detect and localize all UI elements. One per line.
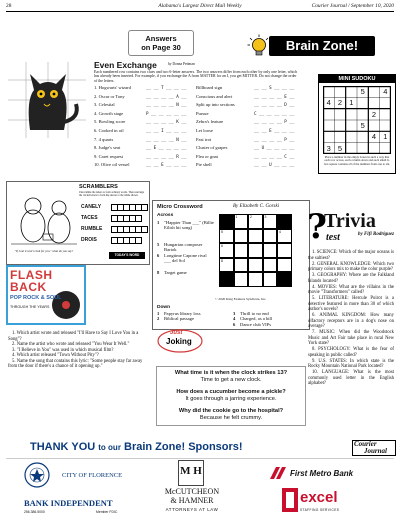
exchange-answer-right[interactable]: __ __ __ __ E __ xyxy=(254,93,295,99)
crossword-black-cell xyxy=(219,214,234,229)
crossword-cell[interactable] xyxy=(263,258,278,273)
crossword-cell[interactable]: 4 xyxy=(277,229,292,244)
exchange-clue-left: 8. Judge's seat xyxy=(94,145,121,151)
joke-question: How does a cucumber become a pickle? xyxy=(176,389,286,395)
sudoku-instructions: Place a number in the empty boxes in such a way that each row across, each column down and each small 6-box square contains all of the numbers from one to six. xyxy=(323,155,391,166)
crossword-cell[interactable] xyxy=(263,229,278,244)
exchange-clue-right: Cluster of grapes xyxy=(196,145,228,151)
clue-text: Target game xyxy=(164,269,187,275)
clue-text: Charged, as a bill xyxy=(240,316,273,322)
trivia-question: 1. SCIENCE: Which of the major oceans is the saltiest? xyxy=(308,250,394,261)
trivia-question: 10. LANGUAGE: What is the most commonly used letter in the English alphabet? xyxy=(308,370,394,386)
crossword-byline: By Elizabeth C. Gorski xyxy=(233,204,280,209)
clue-number: 3 xyxy=(233,311,236,316)
exchange-answer-left[interactable]: P __ __ __ __ __ xyxy=(146,110,187,116)
exchange-answer-right[interactable]: __ __ __ __ P __ xyxy=(254,136,295,142)
exchange-clue-right: Pursue xyxy=(196,110,209,116)
courier-text: Courier xyxy=(354,440,377,448)
answers-label: Answers xyxy=(145,34,177,43)
sudoku-cell[interactable]: 2 xyxy=(337,98,343,108)
clue-number: 2 xyxy=(157,316,160,322)
trivia-question: 8. PSYCHOLOGY: What is the fear of speaking in public called? xyxy=(308,347,394,358)
exchange-answer-right[interactable]: C __ __ __ __ __ xyxy=(254,110,295,116)
clue-number: 4 xyxy=(233,316,236,322)
trivia-question: 3. GEOGRAPHY: Where are the Falkland Islands located? xyxy=(308,273,394,284)
to-our-text: to our xyxy=(98,443,121,452)
joke-answer: It goes through a jarring experience. xyxy=(185,396,277,402)
mini-sudoku xyxy=(318,74,396,174)
answer-letter-box[interactable] xyxy=(141,226,148,233)
crossword-cell[interactable] xyxy=(234,258,249,273)
across-label: Across xyxy=(157,213,174,218)
exchange-answer-left[interactable]: __ __ __ __ R __ xyxy=(146,153,187,159)
flashback-question: 3. "I Believe in You" was used in which musical film? xyxy=(12,347,114,353)
courier-journal-logo xyxy=(352,440,396,456)
crossword-cell[interactable]: 1 xyxy=(234,214,249,229)
trivia-subtitle: test xyxy=(326,232,340,243)
down-label: Down xyxy=(157,305,171,310)
exchange-clue-left: 7. 4 quarts xyxy=(94,136,114,142)
joke-answer: Time to get a new clock. xyxy=(200,377,262,383)
header-rule xyxy=(6,11,394,12)
crossword-cell[interactable] xyxy=(263,243,278,258)
city-seal-icon xyxy=(24,462,50,488)
exchange-clue-right: Let loose xyxy=(196,128,213,133)
exchange-clue-left: 4. Growth stage xyxy=(94,110,124,116)
sponsors-text: Sponsors! xyxy=(188,441,243,453)
crossword-cell[interactable] xyxy=(234,229,249,244)
scramblers-puzzle xyxy=(6,181,150,265)
clue-text: Thrill to no end xyxy=(240,311,269,316)
exchange-answer-right[interactable]: __ __ U __ __ __ xyxy=(254,162,295,168)
exchange-clue-left: 2. Oscar or Tony xyxy=(94,93,125,99)
exchange-answer-left[interactable]: __ __ I __ __ __ xyxy=(146,128,187,133)
sudoku-cell[interactable]: 3 xyxy=(326,143,331,153)
sudoku-cell[interactable]: 5 xyxy=(360,87,365,96)
even-exchange-title: Even Exchange xyxy=(94,60,157,70)
clue-text: Biblical passage xyxy=(164,316,194,322)
sudoku-cell[interactable]: 4 xyxy=(326,98,331,108)
crossword-cell[interactable]: 3 xyxy=(263,214,278,229)
crossword-black-cell xyxy=(277,272,292,287)
sudoku-cell[interactable]: 4 xyxy=(383,87,388,96)
excel-name: excel xyxy=(300,489,338,506)
crossword-black-cell xyxy=(219,272,234,287)
city-of-florence-name: CITY OF FLORENCE xyxy=(62,472,123,479)
excel-logo-icon xyxy=(282,488,298,512)
flashback-quiz xyxy=(6,263,148,431)
exchange-answer-right[interactable]: __ __ __ __ P __ xyxy=(254,119,295,125)
sudoku-cell[interactable]: 4 xyxy=(371,132,377,142)
first-metro-logo-icon xyxy=(268,465,288,481)
page-number: 28 xyxy=(6,3,12,9)
trivia-question: 7. MUSIC: When did the Woodstock Music and Art Fair take place in rural New York state? xyxy=(308,330,394,346)
trivia-questions xyxy=(308,250,394,387)
micro-crossword xyxy=(152,200,310,330)
sudoku-cell[interactable]: 1 xyxy=(349,98,354,108)
answers-page: on Page 30 xyxy=(141,43,181,52)
answer-letter-box[interactable] xyxy=(135,237,142,244)
excel-subtitle: STAFFING SERVICES xyxy=(300,508,340,512)
scrambled-word: DROIS xyxy=(81,237,97,243)
exchange-answer-right[interactable]: __ __ E __ __ __ xyxy=(254,128,295,133)
exchange-clue-left: 3. Celestial xyxy=(94,102,115,108)
brain-zone-title: Brain Zone! xyxy=(269,36,375,56)
scramblers-cartoon-icon xyxy=(11,186,77,248)
trivia-test xyxy=(306,206,396,430)
publication-tagline: Alabama's Largest Direct Mail Weekly xyxy=(158,3,242,9)
flashback-logo xyxy=(6,265,86,325)
law-firm-name-line2: & HAMNER xyxy=(170,495,214,505)
trivia-byline: by Fifi Rodriguez xyxy=(358,232,395,237)
svg-text:?: ? xyxy=(307,208,327,244)
trivia-question: 4. MOVIES: What are the villains in the movie "Transformers" called? xyxy=(308,284,394,295)
trivia-question: 6. ANIMAL KINGDOM: How many olfactory receptors are in a dog's nose on average? xyxy=(308,313,394,329)
sudoku-cell[interactable]: 5 xyxy=(337,143,343,153)
exchange-answer-left[interactable]: __ __ T __ __ __ xyxy=(146,85,187,90)
scrambled-word: CANELY xyxy=(81,204,102,210)
flashback-question: 5. Name the song that contains this lyric: "Some people stay far away from the door if there's a chance of it opening up." xyxy=(8,358,143,369)
thank-you-text: THANK YOU xyxy=(30,441,96,453)
exchange-clue-left: 1. Hogwarts' wizard xyxy=(94,85,131,90)
flashback-tagline: THROUGH THE YEARS xyxy=(10,305,50,309)
even-exchange-puzzle xyxy=(6,60,302,172)
journal-text: Journal xyxy=(364,447,387,455)
flashback-question: 1. Which artist wrote and released "I'll Have to Say I Love You in a Song"? xyxy=(8,331,139,342)
bank-phone: 256.386.5000 xyxy=(24,510,45,514)
clue-number: 5 xyxy=(157,241,160,247)
just-joking-logo xyxy=(156,328,204,354)
exchange-clue-left: 9. Caret request xyxy=(94,153,123,159)
joke-question: Why did the cookie go to the hospital? xyxy=(178,408,284,414)
exchange-clue-left: 5. Bowling score xyxy=(94,119,126,125)
law-firm-name-line1: McCUTCHEON xyxy=(164,487,220,496)
trivia-question: 5. LITERATURE: Hercule Poirot is a detective featured in more than 30 of which author's novels? xyxy=(308,296,394,312)
joke-answer: Because he felt crummy. xyxy=(199,415,263,421)
even-exchange-byline: by Donna Pettman xyxy=(168,62,195,66)
exchange-clue-right: Split up into sections xyxy=(196,102,235,108)
sponsors-banner xyxy=(30,441,330,455)
crossword-cell[interactable] xyxy=(248,229,263,244)
scrambled-word: TACES xyxy=(81,215,98,221)
answer-letter-box[interactable] xyxy=(141,204,148,211)
crossword-cell[interactable] xyxy=(248,258,263,273)
just-joking xyxy=(152,328,308,428)
scramblers-instructions: Unscramble the letters to form ordinary words. Then rearrange the circled letters to form the answer to the riddle shown. xyxy=(79,191,145,197)
exchange-clue-right: Pie shell xyxy=(196,162,212,168)
crossword-cell[interactable] xyxy=(263,272,278,287)
crossword-cell[interactable] xyxy=(248,243,263,258)
exchange-answer-left[interactable]: __ __ __ __ N __ xyxy=(146,102,187,108)
todays-word-label: TODAY'S WORD xyxy=(109,252,145,259)
clue-text: Longtime Capone rival ___ del Sol xyxy=(164,253,207,264)
lightbulb-icon xyxy=(247,34,271,58)
exchange-answer-right[interactable]: __ __ __ __ D __ xyxy=(254,102,295,108)
crossword-cell[interactable]: 5 xyxy=(219,229,234,244)
flashback-question: 2. Name the artist who wrote and released "You Wear It Well." xyxy=(12,342,130,347)
joke-question: What time is it when the clock strikes 13? xyxy=(174,370,288,376)
sudoku-cell[interactable]: 2 xyxy=(371,109,377,119)
exchange-answer-left[interactable]: __ __ E __ __ __ xyxy=(146,162,187,168)
exchange-answer-left[interactable]: __ __ __ __ N __ xyxy=(146,136,187,142)
sponsor-divider xyxy=(6,458,394,459)
bank-member-fdic: Member FDIC xyxy=(96,510,118,514)
exchange-clue-right: Billboard sign xyxy=(196,85,223,90)
clue-text: "Happier Than ___" (Billie Eilish hit song) xyxy=(164,220,214,231)
answer-letter-box[interactable] xyxy=(135,215,142,222)
exchange-clue-right: Fast trot xyxy=(196,136,212,142)
crossword-title: Micro Crossword xyxy=(157,204,203,210)
mh-monogram: M H xyxy=(180,465,202,477)
clue-text: Papyrus library loss xyxy=(164,311,201,316)
brain-zone-text: Brain Zone! xyxy=(124,441,186,453)
first-metro-bank-name: First Metro Bank xyxy=(290,469,354,478)
edition-date: Courier Journal / September 10, 2020 xyxy=(311,3,394,9)
clue-number: 6 xyxy=(157,253,160,259)
exchange-answer-right[interactable]: __ __ __ __ C __ xyxy=(254,153,295,159)
just-joking-logo-line2: Joking xyxy=(166,337,192,346)
exchange-clue-right: Conscious and alert xyxy=(196,93,233,99)
crossword-cell[interactable]: 8 xyxy=(219,258,234,273)
crossword-cell[interactable]: 2 xyxy=(248,214,263,229)
clue-text: Dance club VIPs xyxy=(240,321,272,327)
brain-zone-banner xyxy=(247,34,377,58)
scrambled-word: RUMBLE xyxy=(81,226,103,232)
answers-box xyxy=(128,30,194,56)
exchange-clue-right: Zebra's feature xyxy=(196,119,224,125)
crossword-black-cell xyxy=(277,214,292,229)
flashback-subtitle: POP ROCK & SOUL xyxy=(10,295,62,301)
jokes-box xyxy=(156,366,306,426)
bank-independent-name: BANK INDEPENDENT xyxy=(24,498,113,508)
exchange-clue-left: 10. Olive oil vessel xyxy=(94,162,130,168)
exchange-answer-right[interactable]: __ __ S __ __ __ xyxy=(254,85,295,90)
trivia-question: 9. U.S. STATES: In which state is the Rocky Mountain National Park located? xyxy=(308,358,394,369)
crossword-copyright: © 2020 King Features Syndicate, Inc. xyxy=(215,297,267,301)
clue-text: Hungarian composer Bartok xyxy=(164,241,203,252)
flashback-questions xyxy=(8,331,148,370)
exchange-answer-left[interactable]: __ E __ __ __ __ xyxy=(146,145,187,151)
clue-number: 1 xyxy=(157,220,160,225)
crossword-cell[interactable] xyxy=(234,272,249,287)
exchange-answer-right[interactable]: __ U __ __ __ __ xyxy=(254,145,295,151)
crossword-cell[interactable] xyxy=(277,243,292,258)
trivia-question: 2. GENERAL KNOWLEDGE: Which two primary colors mix to make the color purple? xyxy=(308,261,394,272)
exchange-clue-right: Flea or gnat xyxy=(196,153,218,159)
law-firm-tagline: ATTORNEYS AT LAW xyxy=(165,507,219,512)
trivia-banner xyxy=(306,208,396,244)
clue-number: 1 xyxy=(157,311,160,316)
mh-monogram-box xyxy=(178,460,204,486)
trivia-title: Trivia xyxy=(324,210,376,232)
sudoku-title: MINI SUDOKU xyxy=(319,75,395,83)
law-firm-name xyxy=(150,488,234,505)
scramblers-title: SCRAMBLERS xyxy=(79,184,118,190)
flashback-question: 4. Which artist released "Town Without Pity"? xyxy=(12,353,99,358)
sudoku-grid xyxy=(323,86,391,154)
scramblers-caption: "If I eat it won't cook for you," what do you say? xyxy=(14,249,74,253)
sudoku-cell[interactable]: 1 xyxy=(383,132,388,142)
crossword-cell[interactable]: 6 xyxy=(219,243,234,258)
clue-number: 8 xyxy=(157,269,160,275)
clue-number: 6 xyxy=(233,321,236,327)
even-exchange-intro: Each numbered row contains two clues and two 6-letter answers. The two answers differ from each other by only one letter, which has already been inserted. For example, if you exchange the A from MATTER for an I, you get MITTER. Do not change the order of the letters. xyxy=(94,70,298,83)
sudoku-cell[interactable]: 5 xyxy=(360,120,365,130)
flashback-title: FLASH BACK xyxy=(10,268,53,294)
crossword-cell[interactable] xyxy=(277,258,292,273)
exchange-answer-left[interactable]: __ __ __ __ A __ xyxy=(146,93,187,99)
exchange-clue-left: 6. Cooked in oil xyxy=(94,128,124,133)
just-joking-logo-line1: Just xyxy=(170,330,183,336)
crossword-cell[interactable] xyxy=(234,243,249,258)
cat-illustration-icon xyxy=(6,60,88,140)
exchange-answer-left[interactable]: __ __ __ __ K __ xyxy=(146,119,187,125)
crossword-grid[interactable] xyxy=(215,212,305,294)
crossword-cell[interactable] xyxy=(248,272,263,287)
